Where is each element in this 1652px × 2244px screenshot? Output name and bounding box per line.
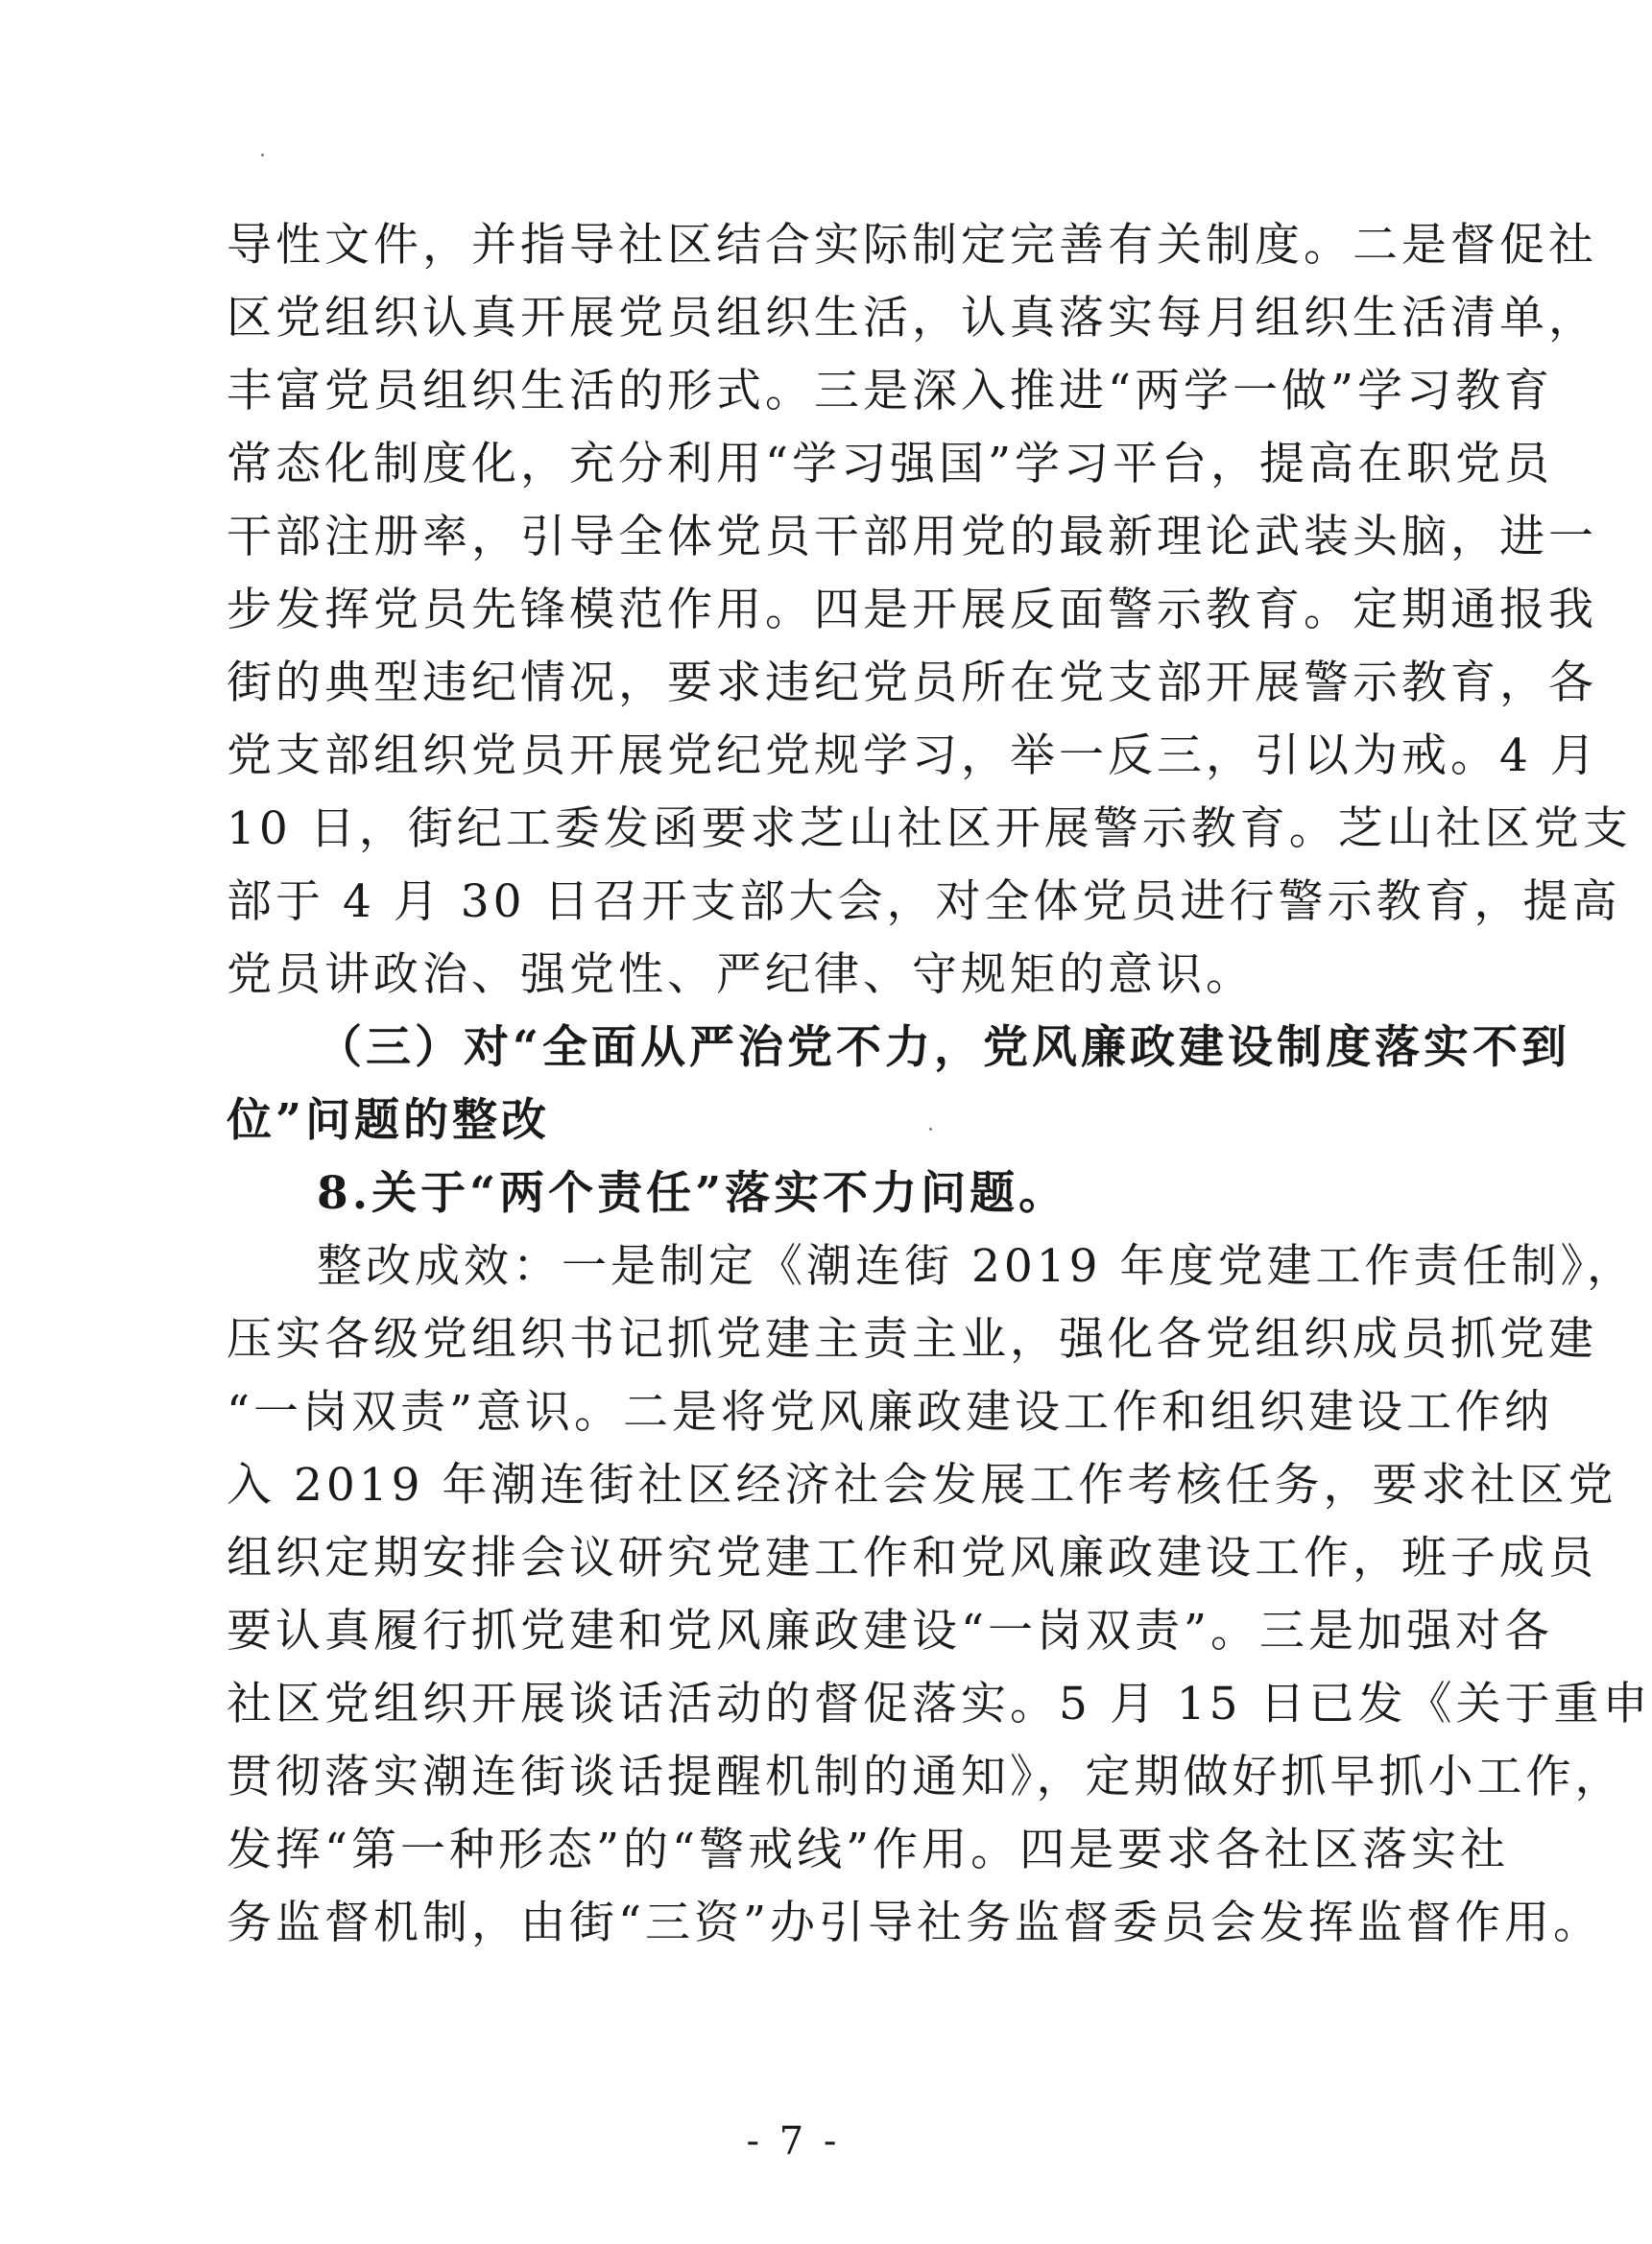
section-heading bbox=[227, 1012, 1571, 1158]
paragraph-rectification-results bbox=[227, 1230, 1652, 1960]
text-line: 党员讲政治、强党性、严纪律、守规矩的意识。 bbox=[227, 948, 1255, 1001]
text-line: 常态化制度化，充分利用“学习强国”学习平台，提高在职党员 bbox=[227, 438, 1554, 490]
text-line: “一岗双责”意识。二是将党风廉政建设工作和组织建设工作纳 bbox=[227, 1386, 1554, 1439]
item-heading: 8.关于“两个责任”落实不力问题。 bbox=[317, 1167, 1068, 1220]
text-line: 干部注册率，引导全体党员干部用党的最新理论武装头脑，进一 bbox=[227, 511, 1597, 563]
text-line: 入 2019 年潮连街社区经济社会发展工作考核任务，要求社区党 bbox=[227, 1459, 1617, 1512]
text-line: 10 日，街纪工委发函要求芝山社区开展警示教育。芝山社区党支 bbox=[227, 802, 1632, 855]
text-line: 区党组织认真开展党员组织生活，认真落实每月组织生活清单， bbox=[227, 292, 1597, 345]
section-heading-line: 位”问题的整改 bbox=[227, 1094, 551, 1147]
scan-speck bbox=[261, 154, 264, 156]
text-line: 发挥“第一种形态”的“警戒线”作用。四是要求各社区落实社 bbox=[227, 1824, 1510, 1876]
text-line: 要认真履行抓党建和党风廉政建设“一岗双责”。三是加强对各 bbox=[227, 1605, 1554, 1658]
text-line: 党支部组织党员开展党纪党规学习，举一反三，引以为戒。4 月 bbox=[227, 729, 1599, 782]
page-number: - 7 - bbox=[746, 2119, 841, 2163]
text-line: 贯彻落实潮连街谈话提醒机制的通知》，定期做好抓早抓小工作， bbox=[227, 1751, 1624, 1803]
section-heading-line: （三）对“全面从严治党不力，党风廉政建设制度落实不到 bbox=[317, 1021, 1571, 1074]
text-line: 社区党组织开展谈话活动的督促落实。5 月 15 日已发《关于重申 bbox=[227, 1678, 1652, 1731]
text-line: 步发挥党员先锋模范作用。四是开展反面警示教育。定期通报我 bbox=[227, 584, 1597, 636]
text-line: 丰富党员组织生活的形式。三是深入推进“两学一做”学习教育 bbox=[227, 365, 1554, 418]
text-line: 整改成效：一是制定《潮连街 2019 年度党建工作责任制》， bbox=[317, 1240, 1636, 1293]
text-line: 组织定期安排会议研究党建工作和党风廉政建设工作，班子成员 bbox=[227, 1532, 1597, 1585]
scan-speck bbox=[929, 1128, 932, 1131]
document-body bbox=[227, 209, 1652, 1960]
text-line: 压实各级党组织书记抓党建主责主业，强化各党组织成员抓党建 bbox=[227, 1313, 1597, 1366]
text-line: 导性文件，并指导社区结合实际制定完善有关制度。二是督促社 bbox=[227, 219, 1597, 272]
text-line: 务监督机制，由街“三资”办引导社务监督委员会发挥监督作用。 bbox=[227, 1897, 1603, 1949]
paragraph-continuation bbox=[227, 209, 1632, 1012]
text-line: 部于 4 月 30 日召开支部大会，对全体党员进行警示教育，提高 bbox=[227, 875, 1621, 928]
text-line: 街的典型违纪情况，要求违纪党员所在党支部开展警示教育，各 bbox=[227, 656, 1597, 709]
